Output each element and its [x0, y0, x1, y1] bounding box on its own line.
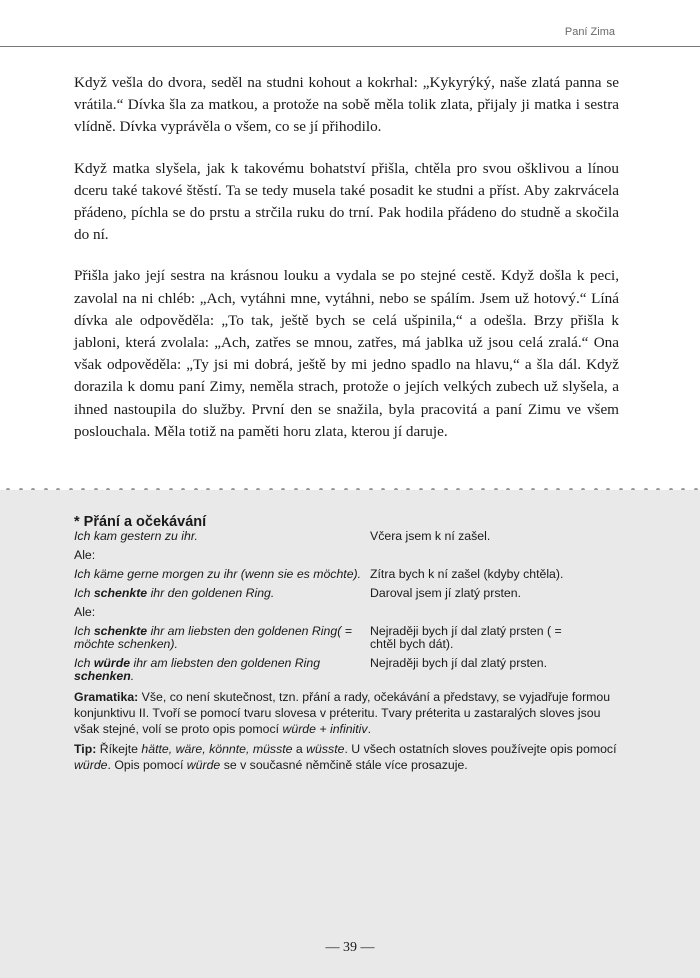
example-german: Ich würde ihr am liebsten den goldenen Ring schenken.	[74, 656, 321, 683]
example-row	[74, 625, 619, 651]
running-title: Paní Zima	[564, 26, 615, 38]
page-number: — 39 —	[325, 940, 375, 955]
grammar-label: Gramatika:	[74, 690, 139, 704]
grammar-box	[0, 490, 700, 978]
emphasized-verb: würde	[93, 656, 131, 670]
example-german: Ich schenkte ihr am liebsten den goldenen Ring( = möchte schenken).	[74, 624, 352, 651]
example-row	[74, 568, 619, 581]
story-paragraph-1: Když vešla do dvora, seděl na studni kohout a kokrhal: „Kykyrýký, naše zlatá panna se vrátila.“ Dívka šla za matkou, a protože na sobě měla tolik zlata, přijaly ji matka i sestra vlídně. Dívka vyprávěla o všem, co se jí přihodilo.	[74, 74, 619, 136]
emphasized-verb: schenkte	[93, 624, 148, 638]
emphasized-verb: schenkte	[93, 586, 148, 600]
story-text	[74, 72, 619, 462]
grammar-note: Gramatika: Vše, co není skutečnost, tzn. přání a rady, očekávání a představy, se vyjadřuje formou konjunktivu II. Tvoří se pomocí tvaru slovesa v préteritu. Tvary préterita u zastaralých sloves jsou však stejné, volí se proto opis pomocí würde + infinitiv.	[74, 690, 611, 736]
example-row	[74, 587, 619, 600]
grammar-heading: * Přání a očekávání	[74, 514, 207, 530]
story-paragraph-3: Přišla jako její sestra na krásnou louku a vydala se po stejné cestě. Když došla k peci, zavolal na ni chléb: „Ach, vytáhni mne, vytáhni, nebo se spálím. Jsem už hotový.“ Líná dívka ale odpověděla: „To tak, ještě bych se celá ušpinila,“ a odešla. Brzy přišla k jabloni, která zvolala: „Ach, zatřes se mnou, zatřes, má jablka už jsou celá zralá.“ Ona však odpověděla: „Ty jsi mi dobrá, ještě by mi jedno spadlo na hlavu,“ a šla dál. Když dorazila k domu paní Zimy, neměla strach, protože o jejích velkých zubech už slyšela, a ihned nastoupila do služby. První den se snažila, byla pracovitá a paní Zimu ve všem poslouchala. Měla totiž na paměti horu zlata, kterou jí daruje.	[74, 267, 619, 440]
tip-label: Tip:	[74, 742, 97, 756]
example-czech: Daroval jsem jí zlatý prsten.	[370, 586, 522, 600]
story-paragraph-2: Když matka slyšela, jak k takovému bohatství přišla, chtěla pro svou ošklivou a línou dceru také takové štěstí. Ta se tedy musela také posadit ke studni a příst. Aby zakrvácela přádeno, píchla se do prstu a strčila ruku do trní. Pak hodila přádeno do studně a skočila do ní.	[74, 159, 619, 244]
page-header	[0, 0, 700, 47]
example-separator: Ale:	[74, 548, 96, 562]
example-separator: Ale:	[74, 605, 96, 619]
example-czech: Nejraději bych jí dal zlatý prsten ( = chtěl bych dát).	[370, 624, 562, 651]
example-german: Ich kam gestern zu ihr.	[74, 529, 198, 543]
example-row	[74, 530, 619, 543]
example-german: Ich schenkte ihr den goldenen Ring.	[74, 586, 275, 600]
example-german: Ich käme gerne morgen zu ihr (wenn sie es möchte).	[74, 567, 362, 581]
example-czech: Nejraději bych jí dal zlatý prsten.	[370, 656, 548, 670]
emphasized-verb: schenken	[74, 669, 131, 683]
example-row	[74, 657, 619, 683]
tip-note: Tip: Říkejte hätte, wäre, könnte, müsste a wüsste. U všech ostatních sloves používejte opis pomocí würde. Opis pomocí würde se v současné němčině stále více prosazuje.	[74, 742, 617, 772]
example-czech: Včera jsem k ní zašel.	[370, 529, 491, 543]
example-czech: Zítra bych k ní zašel (kdyby chtěla).	[370, 567, 564, 581]
